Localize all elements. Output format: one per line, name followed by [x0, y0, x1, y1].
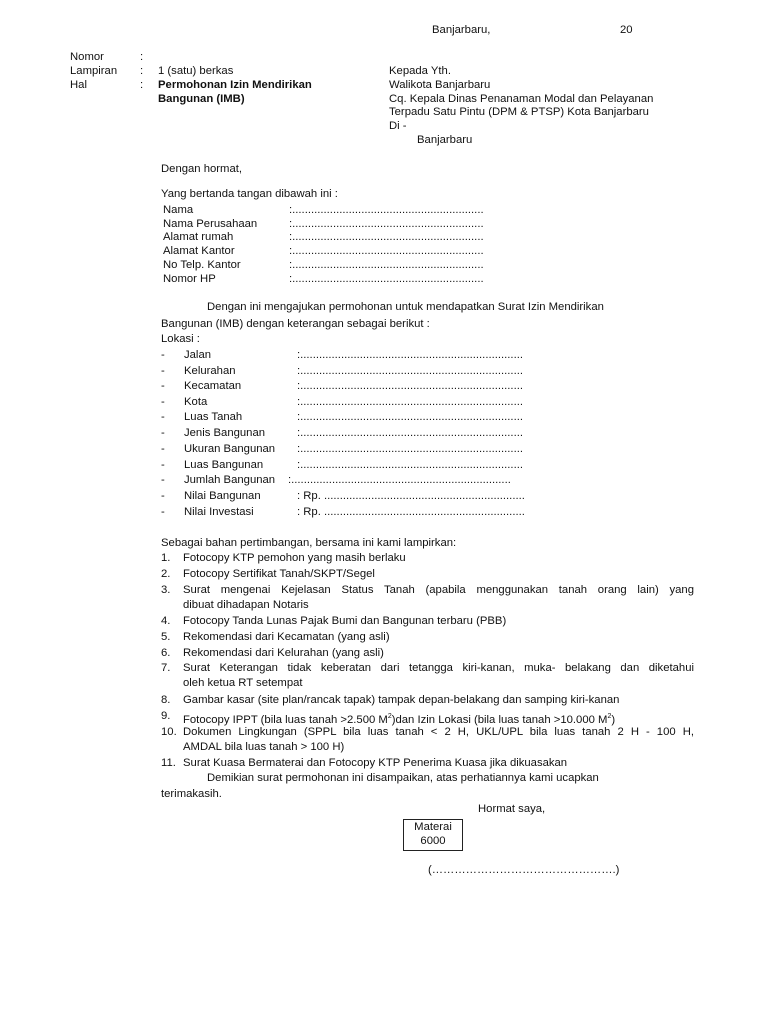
- location-field: [161, 459, 701, 473]
- hal-value-line2: Bangunan (IMB): [158, 93, 245, 105]
- item-text: Fotocopy KTP pemohon yang masih berlaku: [183, 552, 406, 564]
- item-text-part: Fotocopy IPPT (bila luas tanah >2.500 M: [183, 713, 388, 726]
- item-text: Surat mengenai Kejelasan Status Tanah (apabila menggunakan tanah orang lain) yang: [183, 584, 694, 596]
- field-label: Jalan: [184, 349, 212, 361]
- field-value: :......................................................................: [288, 474, 511, 486]
- intro-text: Yang bertanda tangan dibawah ini :: [161, 188, 338, 200]
- attachments-intro: Sebagai bahan pertimbangan, bersama ini kami lampirkan:: [161, 537, 457, 549]
- field-label: Kecamatan: [184, 380, 242, 392]
- hal-colon: :: [140, 79, 144, 91]
- item-number: 4.: [161, 615, 171, 627]
- field-value: : Rp. ................................................................: [297, 506, 525, 518]
- regards: Hormat saya,: [478, 803, 546, 815]
- signature-line: (………………………………………….): [428, 864, 620, 876]
- lampiran-value: 1 (satu) berkas: [158, 65, 234, 77]
- applicant-field: [161, 218, 701, 232]
- bullet: -: [161, 490, 165, 502]
- field-value: :.......................................................................: [297, 443, 523, 455]
- item-text: Gambar kasar (site plan/rancak tapak) tampak depan-belakang dan samping kiri-kanan: [183, 694, 620, 706]
- field-value: :.............................................................: [289, 245, 484, 257]
- item-number: 9.: [161, 710, 171, 722]
- field-label: Kelurahan: [184, 365, 236, 377]
- field-label: Nilai Investasi: [184, 506, 254, 518]
- field-label: Ukuran Bangunan: [184, 443, 276, 455]
- field-value: :.......................................................................: [297, 396, 523, 408]
- item-text: Fotocopy Sertifikat Tanah/SKPT/Segel: [183, 568, 375, 580]
- location-field: [161, 506, 701, 520]
- field-value: :.............................................................: [289, 231, 484, 243]
- item-number: 8.: [161, 694, 171, 706]
- greeting: Dengan hormat,: [161, 163, 243, 175]
- field-value: :.............................................................: [289, 218, 484, 230]
- field-label: Nama Perusahaan: [163, 218, 258, 230]
- field-label: Luas Bangunan: [184, 459, 264, 471]
- bullet: -: [161, 365, 165, 377]
- request-line1: Dengan ini mengajukan permohonan untuk mendapatkan Surat Izin Mendirikan: [207, 301, 604, 313]
- item-number: 3.: [161, 584, 171, 596]
- recipient-line1: Kepada Yth.: [389, 65, 451, 77]
- field-label: Jenis Bangunan: [184, 427, 266, 439]
- recipient-line3: Cq. Kepala Dinas Penanaman Modal dan Pelayanan: [389, 93, 654, 105]
- field-label: Kota: [184, 396, 208, 408]
- bullet: -: [161, 411, 165, 423]
- applicant-field: [161, 245, 701, 259]
- item-number: 1.: [161, 552, 171, 564]
- bullet: -: [161, 396, 165, 408]
- recipient-line2: Walikota Banjarbaru: [389, 79, 491, 91]
- item-text: Rekomendasi dari Kelurahan (yang asli): [183, 647, 384, 659]
- location-field: [161, 365, 701, 379]
- item-number: 11.: [161, 757, 176, 769]
- field-label: Alamat Kantor: [163, 245, 235, 257]
- field-value: :.............................................................: [289, 259, 484, 271]
- item-number: 6.: [161, 647, 171, 659]
- applicant-field: [161, 231, 701, 245]
- location-field: [161, 474, 701, 488]
- location-field: [161, 380, 701, 394]
- item-text-continued: AMDAL bila luas tanah > 100 H): [183, 741, 345, 753]
- attachment-item: [161, 726, 694, 756]
- lokasi-label: Lokasi :: [161, 333, 200, 345]
- bullet: -: [161, 380, 165, 392]
- nomor-colon: :: [140, 51, 144, 63]
- field-value: :.......................................................................: [297, 365, 523, 377]
- field-value: :.......................................................................: [297, 349, 523, 361]
- applicant-field: [161, 273, 701, 287]
- item-number: 2.: [161, 568, 171, 580]
- item-text: Fotocopy Tanda Lunas Pajak Bumi dan Bangunan terbaru (PBB): [183, 615, 507, 627]
- location-field: [161, 349, 701, 363]
- applicant-field: [161, 259, 701, 273]
- bullet: -: [161, 443, 165, 455]
- item-text: Surat Keterangan tidak keberatan dari tetangga kiri-kanan, muka- belakang dan diketahui: [183, 662, 694, 674]
- stamp-line1: Materai: [414, 821, 452, 833]
- bullet: -: [161, 506, 165, 518]
- year: 20: [620, 24, 633, 36]
- attachment-item: [161, 584, 694, 614]
- hal-value-line1: Permohonan Izin Mendirikan: [158, 79, 312, 91]
- item-text: [183, 710, 615, 727]
- bullet: -: [161, 474, 165, 486]
- recipient-line4: Terpadu Satu Pintu (DPM & PTSP) Kota Banjarbaru: [389, 106, 649, 118]
- field-label: Nilai Bangunan: [184, 490, 261, 502]
- bullet: -: [161, 459, 165, 471]
- field-value: :.......................................................................: [297, 427, 523, 439]
- closing-line1: Demikian surat permohonan ini disampaikan, atas perhatiannya kami ucapkan: [207, 772, 599, 784]
- field-value: :.............................................................: [289, 273, 484, 285]
- recipient-line6: Banjarbaru: [417, 134, 473, 146]
- field-value: :.............................................................: [289, 204, 484, 216]
- location-field: [161, 411, 701, 425]
- location-field: [161, 396, 701, 410]
- item-text-continued: oleh ketua RT setempat: [183, 677, 303, 689]
- field-value: :.......................................................................: [297, 411, 523, 423]
- city-date: Banjarbaru,: [432, 24, 491, 36]
- item-text-part: ): [611, 713, 616, 726]
- item-text: Dokumen Lingkungan (SPPL bila luas tanah < 2 H, UKL/UPL bila luas tanah 2 H - 100 H,: [183, 726, 694, 738]
- lampiran-colon: :: [140, 65, 144, 77]
- location-field: [161, 490, 701, 504]
- stamp-line2: 6000: [420, 834, 446, 847]
- field-value: : Rp. ................................................................: [297, 490, 525, 502]
- field-label: Jumlah Bangunan: [184, 474, 276, 486]
- item-text: Rekomendasi dari Kecamatan (yang asli): [183, 631, 390, 643]
- field-value: :.......................................................................: [297, 380, 523, 392]
- location-field: [161, 443, 701, 457]
- attachment-item: [161, 662, 694, 692]
- superscript: 2: [607, 713, 612, 720]
- item-number: 7.: [161, 662, 171, 674]
- closing-line2: terimakasih.: [161, 788, 222, 800]
- item-number: 5.: [161, 631, 171, 643]
- field-label: No Telp. Kantor: [163, 259, 241, 271]
- item-text-part: )dan Izin Lokasi (bila luas tanah >10.000 M: [391, 713, 608, 726]
- item-text-continued: dibuat dihadapan Notaris: [183, 599, 309, 611]
- materai-stamp-box: [403, 819, 463, 851]
- field-label: Nomor HP: [163, 273, 216, 285]
- superscript: 2: [387, 713, 392, 720]
- applicant-field: [161, 204, 701, 218]
- item-text: Surat Kuasa Bermaterai dan Fotocopy KTP Penerima Kuasa jika dikuasakan: [183, 757, 568, 769]
- hal-label: Hal: [70, 79, 87, 91]
- lampiran-label: Lampiran: [70, 65, 118, 77]
- nomor-label: Nomor: [70, 51, 104, 63]
- item-number: 10.: [161, 726, 177, 738]
- request-line2: Bangunan (IMB) dengan keterangan sebagai berikut :: [161, 318, 430, 330]
- bullet: -: [161, 349, 165, 361]
- field-label: Luas Tanah: [184, 411, 243, 423]
- location-field: [161, 427, 701, 441]
- field-label: Nama: [163, 204, 194, 216]
- bullet: -: [161, 427, 165, 439]
- field-label: Alamat rumah: [163, 231, 234, 243]
- recipient-line5: Di -: [389, 120, 407, 132]
- field-value: :.......................................................................: [297, 459, 523, 471]
